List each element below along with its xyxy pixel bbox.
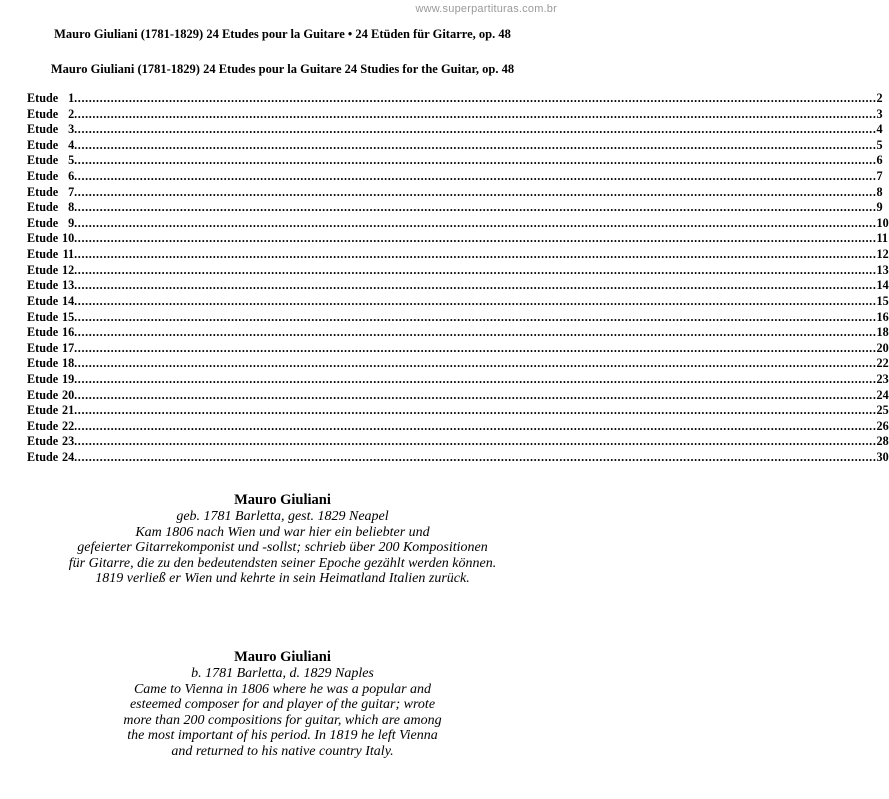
toc-entry-number: 1: [68, 91, 75, 105]
toc-entry-word: Etude: [27, 106, 59, 121]
toc-entry-page: 16: [876, 309, 889, 324]
toc-entry-label: [27, 310, 74, 326]
toc-entry-number: 16: [61, 325, 75, 340]
bio-line: b. 1781 Barletta, d. 1829 Naples: [191, 666, 374, 681]
toc-entry-number: 17: [61, 340, 75, 355]
toc-entry-number: 5: [68, 153, 75, 168]
toc-entry-page: 9: [876, 200, 883, 215]
toc-entry-page: 8: [876, 184, 883, 199]
toc-entry-page: 3: [876, 106, 883, 121]
toc-entry-number: 4: [68, 137, 75, 152]
toc-entry-page: 18: [876, 325, 889, 340]
toc-entry-label: [27, 388, 74, 404]
toc-leader-dots: ............................................................................................................................................................................................................................: [74, 387, 877, 402]
toc-entry-word: Etude: [27, 403, 59, 418]
toc-entry: [27, 309, 889, 326]
toc-entry-page: 10: [876, 215, 889, 230]
toc-entry-label: [27, 200, 74, 216]
toc-entry-page: 7: [876, 169, 883, 184]
toc-entry-word: Etude: [27, 371, 59, 386]
toc-entry: [27, 184, 883, 201]
toc-leader-dots: ............................................................................................................................................................................................................................: [74, 309, 877, 324]
toc-leader-dots: ............................................................................................................................................................................................................................: [74, 247, 877, 262]
toc-entry-page: 26: [876, 418, 889, 433]
toc-entry-label: [27, 356, 74, 372]
toc-entry-word: Etude: [27, 325, 59, 340]
toc-entry-label: [27, 153, 74, 169]
toc-leader-dots: ............................................................................................................................................................................................................................: [74, 200, 877, 215]
toc-entry: [27, 418, 889, 435]
toc-entry-word: Etude: [27, 278, 59, 293]
toc-entry: [27, 215, 889, 232]
toc-entry-page: 13: [876, 262, 889, 277]
toc-entry-number: 10: [61, 231, 75, 246]
toc-entry-word: Etude: [27, 356, 59, 371]
toc-entry-label: [27, 403, 74, 419]
toc-leader-dots: ............................................................................................................................................................................................................................: [74, 356, 877, 371]
toc-entry-label: [27, 107, 74, 123]
toc-entry-number: 23: [61, 434, 75, 449]
toc-entry: [27, 200, 883, 216]
toc-entry-label: [27, 341, 74, 357]
toc-entry: [27, 122, 883, 138]
toc-entry: [27, 450, 889, 466]
toc-entry-page: 28: [876, 434, 889, 449]
toc-entry-number: 15: [61, 309, 75, 324]
toc-entry-page: 5: [876, 137, 883, 152]
toc-leader-dots: ............................................................................................................................................................................................................................: [74, 153, 877, 168]
toc-entry: [27, 278, 889, 294]
toc-entry-number: 11: [62, 247, 75, 262]
toc-entry-label: [27, 434, 74, 450]
toc-entry-number: 24: [61, 450, 75, 465]
toc-leader-dots: ............................................................................................................................................................................................................................: [74, 262, 877, 277]
bio-line: 1819 verließ er Wien und kehrte in sein Heimatland Italien zurück.: [95, 571, 470, 586]
toc-leader-dots: ............................................................................................................................................................................................................................: [74, 169, 877, 184]
toc-leader-dots: ............................................................................................................................................................................................................................: [74, 106, 877, 121]
toc-entry-page: 12: [876, 247, 889, 262]
toc-entry: [27, 403, 889, 419]
toc-leader-dots: ............................................................................................................................................................................................................................: [74, 325, 877, 340]
toc-leader-dots: ............................................................................................................................................................................................................................: [74, 137, 877, 152]
toc-entry-number: 6: [68, 169, 75, 184]
title-french-english: Mauro Giuliani (1781-1829) 24 Etudes pour la Guitare 24 Studies for the Guitar, op. 48: [50, 62, 515, 76]
watermark: www.superpartituras.com.br: [415, 3, 557, 15]
toc-entry: [27, 434, 889, 450]
toc-entry-page: 11: [876, 231, 888, 246]
toc-entry: [27, 153, 883, 169]
toc-leader-dots: ............................................................................................................................................................................................................................: [74, 91, 877, 105]
table-of-contents: [27, 91, 889, 466]
toc-entry-number: 20: [61, 387, 75, 402]
toc-entry-word: Etude: [27, 215, 59, 230]
bio-line: für Gitarre, die zu den bedeutendsten seiner Epoche gezählt werden können.: [68, 555, 497, 571]
toc-entry-page: 14: [876, 278, 889, 293]
toc-entry-page: 23: [876, 371, 889, 386]
toc-entry-word: Etude: [27, 247, 59, 262]
toc-leader-dots: ............................................................................................................................................................................................................................: [74, 122, 877, 137]
toc-entry-label: [27, 169, 74, 185]
toc-leader-dots: ............................................................................................................................................................................................................................: [74, 215, 877, 230]
toc-entry-label: [27, 419, 74, 435]
toc-entry-number: 3: [68, 122, 75, 137]
toc-entry-word: Etude: [27, 387, 59, 402]
toc-entry-word: Etude: [27, 434, 59, 449]
toc-entry-label: [27, 294, 74, 310]
toc-entry-word: Etude: [27, 262, 59, 277]
toc-entry-number: 9: [68, 215, 75, 230]
toc-entry-word: Etude: [27, 340, 59, 355]
toc-entry-number: 14: [61, 293, 75, 308]
toc-entry-label: [27, 247, 74, 263]
toc-entry-word: Etude: [27, 293, 59, 308]
toc-entry-label: [27, 325, 74, 341]
toc-entry-label: [27, 185, 74, 201]
toc-entry: [27, 91, 883, 107]
toc-leader-dots: ............................................................................................................................................................................................................................: [74, 450, 877, 465]
toc-entry-word: Etude: [27, 231, 59, 246]
toc-entry-word: Etude: [27, 153, 59, 168]
toc-entry-page: 15: [876, 293, 889, 308]
bio-line: Came to Vienna in 1806 where he was a popular and: [133, 681, 432, 697]
toc-entry: [27, 247, 889, 263]
bio-heading: Mauro Giuliani: [234, 492, 331, 508]
toc-entry-number: 8: [68, 200, 75, 215]
toc-leader-dots: ............................................................................................................................................................................................................................: [74, 278, 877, 293]
toc-entry-page: 30: [876, 450, 889, 465]
bio-line: gefeierter Gitarrekomponist und -sollst; schrieb über 200 Kompositionen: [77, 540, 488, 555]
toc-entry-word: Etude: [27, 450, 59, 465]
toc-entry: [27, 231, 888, 247]
toc-entry: [27, 356, 889, 372]
toc-entry: [27, 169, 883, 185]
toc-entry-page: 4: [876, 122, 883, 137]
bio-line: esteemed composer for and player of the guitar; wrote: [129, 697, 436, 712]
toc-entry-page: 6: [876, 153, 883, 168]
bio-line: more than 200 compositions for guitar, which are among: [123, 712, 442, 728]
toc-entry-label: [27, 91, 74, 107]
biography-german: [0, 491, 565, 587]
toc-leader-dots: ............................................................................................................................................................................................................................: [74, 371, 877, 386]
toc-entry-word: Etude: [27, 309, 59, 324]
toc-entry-label: [27, 263, 74, 279]
toc-leader-dots: ............................................................................................................................................................................................................................: [74, 340, 877, 355]
toc-entry-word: Etude: [27, 418, 59, 433]
toc-entry: [27, 325, 889, 341]
toc-leader-dots: ............................................................................................................................................................................................................................: [74, 403, 877, 418]
toc-entry: [27, 137, 883, 154]
toc-entry-number: 22: [61, 418, 75, 433]
toc-entry-number: 7: [68, 184, 75, 199]
toc-leader-dots: ............................................................................................................................................................................................................................: [74, 184, 877, 199]
bio-heading: Mauro Giuliani: [234, 649, 331, 665]
toc-leader-dots: ............................................................................................................................................................................................................................: [74, 231, 877, 246]
toc-entry-page: 22: [876, 356, 889, 371]
toc-entry-page: 25: [876, 403, 889, 418]
toc-leader-dots: ............................................................................................................................................................................................................................: [74, 418, 877, 433]
bio-line: Kam 1806 nach Wien und war hier ein beliebter und: [135, 524, 430, 540]
toc-entry-label: [27, 231, 74, 247]
toc-entry-word: Etude: [27, 91, 59, 105]
toc-entry-label: [27, 278, 74, 294]
toc-entry-word: Etude: [27, 137, 59, 152]
toc-entry-page: 20: [876, 340, 889, 355]
toc-entry: [27, 293, 889, 310]
toc-entry: [27, 387, 889, 404]
toc-entry-number: 12: [61, 262, 75, 277]
toc-entry-number: 19: [61, 371, 75, 386]
toc-entry: [27, 262, 889, 279]
toc-entry-label: [27, 450, 74, 466]
toc-entry-number: 18: [61, 356, 75, 371]
bio-line: and returned to his native country Italy.: [171, 743, 394, 759]
toc-entry-word: Etude: [27, 169, 59, 184]
biography-english: [0, 648, 565, 759]
toc-entry-word: Etude: [27, 122, 59, 137]
toc-leader-dots: ............................................................................................................................................................................................................................: [74, 434, 877, 449]
toc-entry-page: 24: [876, 387, 889, 402]
toc-entry: [27, 106, 883, 123]
toc-entry-label: [27, 138, 74, 154]
toc-entry-number: 2: [68, 106, 75, 121]
toc-entry: [27, 371, 889, 388]
toc-entry: [27, 340, 889, 357]
toc-entry-label: [27, 372, 74, 388]
toc-entry-page: 2: [876, 91, 883, 105]
toc-leader-dots: ............................................................................................................................................................................................................................: [74, 293, 877, 308]
toc-entry-number: 21: [61, 403, 75, 418]
toc-entry-label: [27, 216, 74, 232]
toc-entry-label: [27, 122, 74, 138]
title-french-german: Mauro Giuliani (1781-1829) 24 Etudes pour la Guitare • 24 Etüden für Gitarre, op. 48: [54, 27, 511, 41]
toc-entry-number: 13: [61, 278, 75, 293]
bio-line: geb. 1781 Barletta, gest. 1829 Neapel: [176, 509, 389, 524]
toc-entry-word: Etude: [27, 200, 59, 215]
toc-entry-word: Etude: [27, 184, 59, 199]
bio-line: the most important of his period. In 1819 he left Vienna: [127, 728, 438, 743]
